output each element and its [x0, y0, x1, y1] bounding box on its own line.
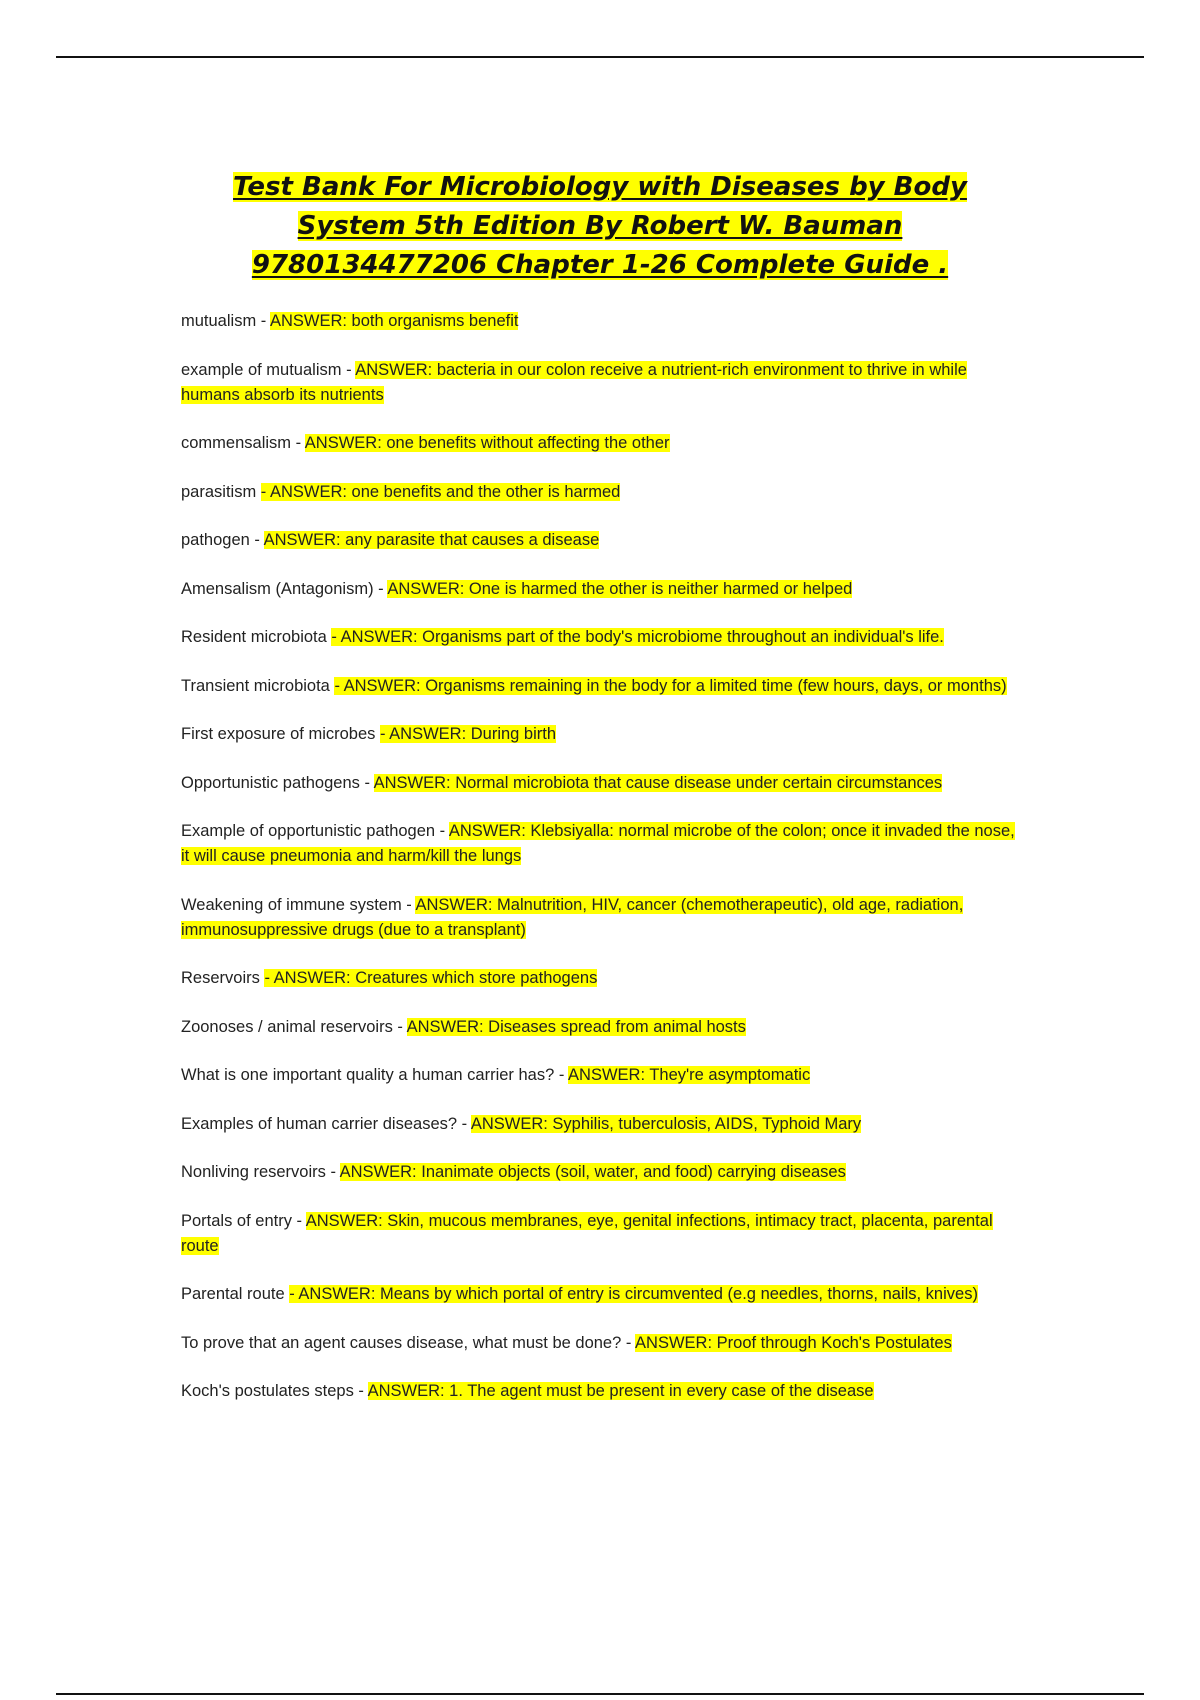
- qa-answer: ANSWER: Klebsiyalla: normal microbe of the colon; once it invaded the nose, it will cause pneumonia and harm/kill the lungs: [181, 822, 1015, 865]
- qa-item: [181, 577, 1019, 602]
- qa-item: [181, 722, 1019, 747]
- qa-answer: - ANSWER: Creatures which store pathogens: [264, 969, 598, 987]
- document-page: [181, 168, 1019, 1428]
- qa-term: Reservoirs: [181, 969, 265, 987]
- qa-item: [181, 528, 1019, 553]
- qa-item: [181, 771, 1019, 796]
- document-title: [181, 168, 1019, 285]
- qa-answer: ANSWER: Syphilis, tuberculosis, AIDS, Typhoid Mary: [470, 1114, 862, 1133]
- qa-answer: ANSWER: One is harmed the other is neither harmed or helped: [387, 579, 853, 598]
- qa-answer: ANSWER: 1. The agent must be present in every case of the disease: [367, 1382, 874, 1400]
- qa-item: [181, 1331, 1019, 1356]
- qa-item: [181, 1209, 1019, 1259]
- qa-term: commensalism -: [181, 434, 305, 452]
- qa-answer: ANSWER: one benefits without affecting the other: [304, 434, 670, 452]
- qa-term: Zoonoses / animal reservoirs -: [181, 1017, 407, 1036]
- qa-answer: - ANSWER: one benefits and the other is harmed: [260, 482, 621, 501]
- qa-term: Resident microbiota: [181, 628, 332, 646]
- qa-item: [181, 1015, 1019, 1040]
- qa-term: Examples of human carrier diseases? -: [181, 1114, 471, 1133]
- bottom-rule: [56, 1693, 1144, 1695]
- document-title-text: Test Bank For Microbiology with Diseases by Body System 5th Edition By Robert W. Bauman 9780134477206 Chapter 1-26 Complete Guide .: [233, 172, 967, 280]
- qa-item: [181, 431, 1019, 456]
- qa-term: Nonliving reservoirs -: [181, 1163, 340, 1181]
- qa-term: pathogen -: [181, 531, 264, 549]
- qa-term: mutualism -: [181, 312, 270, 330]
- qa-answer: ANSWER: Skin, mucous membranes, eye, genital infections, intimacy tract, placenta, parental route: [181, 1211, 993, 1255]
- qa-answer: ANSWER: Normal microbiota that cause disease under certain circumstances: [373, 773, 943, 792]
- qa-answer: - ANSWER: During birth: [379, 725, 557, 743]
- qa-term: Transient microbiota: [181, 676, 335, 695]
- qa-term: What is one important quality a human carrier has? -: [181, 1066, 569, 1084]
- qa-term: First exposure of microbes: [181, 725, 380, 743]
- qa-item: [181, 819, 1019, 869]
- qa-item: [181, 625, 1019, 650]
- qa-item: [181, 480, 1019, 505]
- qa-item: [181, 893, 1019, 943]
- qa-term: Koch's postulates steps -: [181, 1382, 368, 1400]
- qa-term: To prove that an agent causes disease, what must be done? -: [181, 1333, 636, 1352]
- qa-item: [181, 309, 1019, 334]
- qa-term: Example of opportunistic pathogen -: [181, 822, 449, 840]
- top-rule: [56, 56, 1144, 58]
- qa-term: Opportunistic pathogens -: [181, 773, 374, 792]
- qa-item: [181, 674, 1019, 699]
- qa-item: [181, 1379, 1019, 1404]
- qa-item: [181, 1112, 1019, 1137]
- qa-answer: ANSWER: Proof through Koch's Postulates: [635, 1333, 952, 1352]
- qa-item: [181, 1160, 1019, 1185]
- qa-item: [181, 1063, 1019, 1088]
- qa-answer: - ANSWER: Organisms part of the body's microbiome throughout an individual's life.: [331, 628, 944, 646]
- qa-answer: ANSWER: Diseases spread from animal hosts: [406, 1017, 746, 1036]
- qa-answer: ANSWER: both organisms benefit: [269, 312, 519, 330]
- qa-item: [181, 1282, 1019, 1307]
- qa-term: Amensalism (Antagonism) -: [181, 579, 388, 598]
- qa-item: [181, 358, 1019, 408]
- qa-answer: - ANSWER: Organisms remaining in the body for a limited time (few hours, days, or months): [334, 676, 1007, 695]
- qa-term: Parental route: [181, 1285, 290, 1303]
- qa-answer: ANSWER: They're asymptomatic: [568, 1066, 811, 1084]
- qa-answer: ANSWER: bacteria in our colon receive a nutrient-rich environment to thrive in while humans absorb its nutrients: [181, 360, 967, 404]
- qa-answer: ANSWER: Inanimate objects (soil, water, and food) carrying diseases: [339, 1163, 846, 1181]
- qa-term: example of mutualism -: [181, 360, 356, 379]
- qa-term: parasitism: [181, 482, 261, 501]
- qa-answer: ANSWER: any parasite that causes a disease: [263, 531, 600, 549]
- qa-term: Weakening of immune system -: [181, 895, 416, 914]
- qa-item: [181, 966, 1019, 991]
- qa-answer: - ANSWER: Means by which portal of entry is circumvented (e.g needles, thorns, nails, knives): [289, 1285, 978, 1303]
- qa-term: Portals of entry -: [181, 1211, 306, 1230]
- qa-answer: ANSWER: Malnutrition, HIV, cancer (chemotherapeutic), old age, radiation, immunosuppressive drugs (due to a transplant): [181, 895, 964, 939]
